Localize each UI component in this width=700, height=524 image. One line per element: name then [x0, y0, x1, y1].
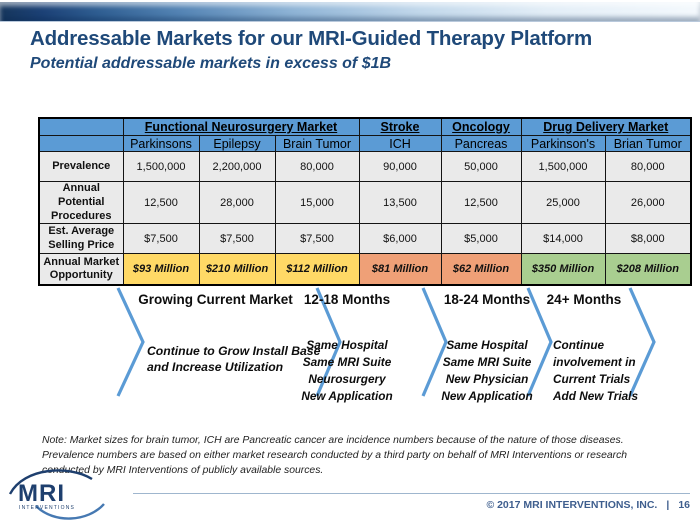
cell-value: 1,500,000 [123, 152, 199, 182]
cell-value-highlighted: $350 Million [521, 254, 605, 286]
copyright-separator: | [666, 499, 670, 511]
market-table [38, 117, 692, 286]
timeline-body-24-plus-months: Continue involvement in Current Trials Add New Trials [553, 338, 639, 403]
cell-value: 90,000 [359, 152, 441, 182]
copyright-text: © 2017 MRI INTERVENTIONS, INC. [486, 499, 658, 511]
timeline-heading-12-18-months: 12-18 Months [303, 292, 391, 307]
footer-divider [133, 493, 690, 494]
cell-value: 25,000 [521, 182, 605, 224]
top-accent-bar [0, 2, 700, 22]
table-corner-cell [39, 118, 123, 136]
cell-value: $7,500 [199, 224, 275, 254]
row-label: Annual Potential Procedures [39, 182, 123, 224]
cell-value: 1,500,000 [521, 152, 605, 182]
footer-copyright [486, 499, 690, 511]
cell-value: $14,000 [521, 224, 605, 254]
group-header-stroke: Stroke [359, 118, 441, 136]
mri-interventions-logo [4, 464, 129, 524]
cell-value: 80,000 [275, 152, 359, 182]
cell-value: $7,500 [275, 224, 359, 254]
cell-value: 15,000 [275, 182, 359, 224]
table-row-selling-price [39, 224, 691, 254]
cell-value: 12,500 [123, 182, 199, 224]
timeline-heading-18-24-months: 18-24 Months [443, 292, 531, 307]
table-row-market-opportunity [39, 254, 691, 286]
slide-title: Addressable Markets for our MRI-Guided Therapy Platform [30, 27, 592, 50]
page-number: 16 [678, 499, 690, 511]
timeline-body-12-18-months: Same Hospital Same MRI Suite Neurosurgery New Application [301, 338, 393, 403]
row-label: Prevalence [39, 152, 123, 182]
sub-header-ich: ICH [359, 136, 441, 152]
logo-text: MRI [18, 480, 65, 507]
timeline-heading-24-plus-months: 24+ Months [546, 292, 622, 307]
timeline-body-current-market: Continue to Grow Install Base and Increase Utilization [147, 344, 321, 374]
timeline-heading-current-market: Growing Current Market [138, 292, 293, 307]
group-header-row [39, 118, 691, 136]
cell-value-highlighted: $210 Million [199, 254, 275, 286]
cell-value: 80,000 [605, 152, 691, 182]
sub-header-empty [39, 136, 123, 152]
cell-value: $5,000 [441, 224, 521, 254]
cell-value: 26,000 [605, 182, 691, 224]
cell-value-highlighted: $93 Million [123, 254, 199, 286]
cell-value-highlighted: $81 Million [359, 254, 441, 286]
group-header-drug-delivery: Drug Delivery Market [521, 118, 691, 136]
cell-value: 50,000 [441, 152, 521, 182]
sub-header-parkinsons: Parkinsons [123, 136, 199, 152]
cell-value: $6,000 [359, 224, 441, 254]
footnote: Note: Market sizes for brain tumor, ICH are Pancreatic cancer are incidence numbers because of the nature of those diseases. Prevalence numbers are based on either market research conducted by a third party on behalf of MRI Interventions or research conducted by MRI Interventions of publicly available sources. [42, 435, 628, 476]
cell-value: 28,000 [199, 182, 275, 224]
group-header-functional-neurosurgery: Functional Neurosurgery Market [123, 118, 359, 136]
sub-header-row [39, 136, 691, 152]
logo-subtext: INTERVENTIONS [19, 505, 76, 511]
table-row-prevalence [39, 152, 691, 182]
table-row-annual-procedures [39, 182, 691, 224]
row-label: Est. Average Selling Price [39, 224, 123, 254]
row-label: Annual Market Opportunity [39, 254, 123, 286]
timeline-body-18-24-months: Same Hospital Same MRI Suite New Physician New Application [441, 338, 533, 403]
slide-subtitle: Potential addressable markets in excess of $1B [30, 55, 392, 72]
sub-header-pancreas: Pancreas [441, 136, 521, 152]
cell-value-highlighted: $62 Million [441, 254, 521, 286]
sub-header-parkinsons-dd: Parkinson's [521, 136, 605, 152]
sub-header-brian-tumor: Brian Tumor [605, 136, 691, 152]
cell-value: 12,500 [441, 182, 521, 224]
cell-value-highlighted: $208 Million [605, 254, 691, 286]
cell-value: 13,500 [359, 182, 441, 224]
group-header-oncology: Oncology [441, 118, 521, 136]
cell-value: $8,000 [605, 224, 691, 254]
cell-value: $7,500 [123, 224, 199, 254]
cell-value-highlighted: $112 Million [275, 254, 359, 286]
sub-header-epilepsy: Epilepsy [199, 136, 275, 152]
cell-value: 2,200,000 [199, 152, 275, 182]
sub-header-brain-tumor: Brain Tumor [275, 136, 359, 152]
